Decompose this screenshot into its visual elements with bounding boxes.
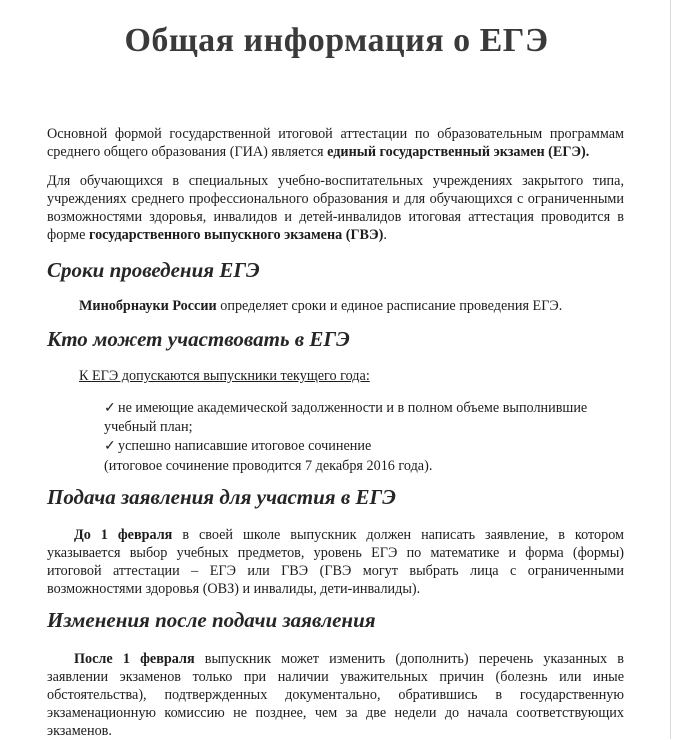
- intro-paragraph-1-bold: единый государственный экзамен (ЕГЭ).: [327, 144, 590, 160]
- changes-paragraph-bold: После 1 февраля: [74, 651, 195, 667]
- changes-paragraph-text: выпускник может изменить (дополнить) перечень указанных в заявлении экзаменов только при наличии уважительных причин (болезнь или иные обстоятельства), подтвержденных документально, обратившись в государственную экзаменационную комиссию не позднее, чем за две недели до начала соответствующих экзаменов.: [47, 651, 624, 739]
- intro-paragraph-2-text: Для обучающихся в специальных учебно-воспитательных учреждениях закрытого типа, учреждениях среднего профессионального образования и для обучающихся с ограниченными возможностями здоровья, инвалидов и детей-инвалидов итоговая аттестация проводится в форме: [47, 173, 624, 243]
- terms-paragraph: [79, 297, 624, 315]
- who-underlined-intro: К ЕГЭ допускаются выпускники текущего года:: [79, 368, 370, 384]
- page-title: Общая информация о ЕГЭ: [124, 22, 549, 59]
- terms-paragraph-text: определяет сроки и единое расписание проведения ЕГЭ.: [216, 298, 563, 314]
- heading-changes: Изменения после подачи заявления: [47, 608, 376, 632]
- who-list-item-2: [104, 437, 624, 455]
- heading-who: Кто может участвовать в ЕГЭ: [47, 327, 350, 351]
- who-list-item-2-note: (итоговое сочинение проводится 7 декабря 2016 года).: [104, 458, 433, 474]
- application-paragraph: [47, 526, 624, 598]
- who-list-item-1-line-2: учебный план;: [104, 419, 193, 435]
- intro-paragraph-2-bold: государственного выпускного экзамена (ГВЭ): [89, 227, 384, 243]
- intro-paragraph-2-end: .: [383, 227, 387, 243]
- page-edge: [670, 0, 671, 739]
- check-icon: ✓: [104, 438, 116, 454]
- check-icon: ✓: [104, 400, 116, 416]
- changes-paragraph: [47, 650, 624, 740]
- who-list-item-2-text: успешно написавшие итоговое сочинение: [118, 438, 372, 454]
- heading-application: Подача заявления для участия в ЕГЭ: [47, 485, 396, 509]
- who-list-item-1-text: не имеющие академической задолженности и в полном объеме выполнившие: [118, 400, 588, 416]
- intro-paragraph-1-text: Основной формой государственной итоговой аттестации по образовательным программам среднего общего образования (ГИА) является: [47, 126, 624, 160]
- application-paragraph-text: в своей школе выпускник должен написать заявление, в котором указывается выбор учебных предметов, уровень ЕГЭ по математике и форма (формы) итоговой аттестации – ЕГЭ или ГВЭ (ГВЭ могут выбрать лица с ограниченными возможностями здоровья (ОВЗ) и инвалиды, дети-инвалиды).: [47, 527, 625, 597]
- intro-paragraph-2: [47, 172, 624, 244]
- heading-terms: Сроки проведения ЕГЭ: [47, 258, 260, 282]
- terms-paragraph-bold: Минобрнауки России: [79, 298, 217, 314]
- application-paragraph-bold: До 1 февраля: [74, 527, 173, 543]
- who-list-item-1-line-1: [104, 399, 624, 417]
- intro-paragraph-1: [47, 125, 624, 161]
